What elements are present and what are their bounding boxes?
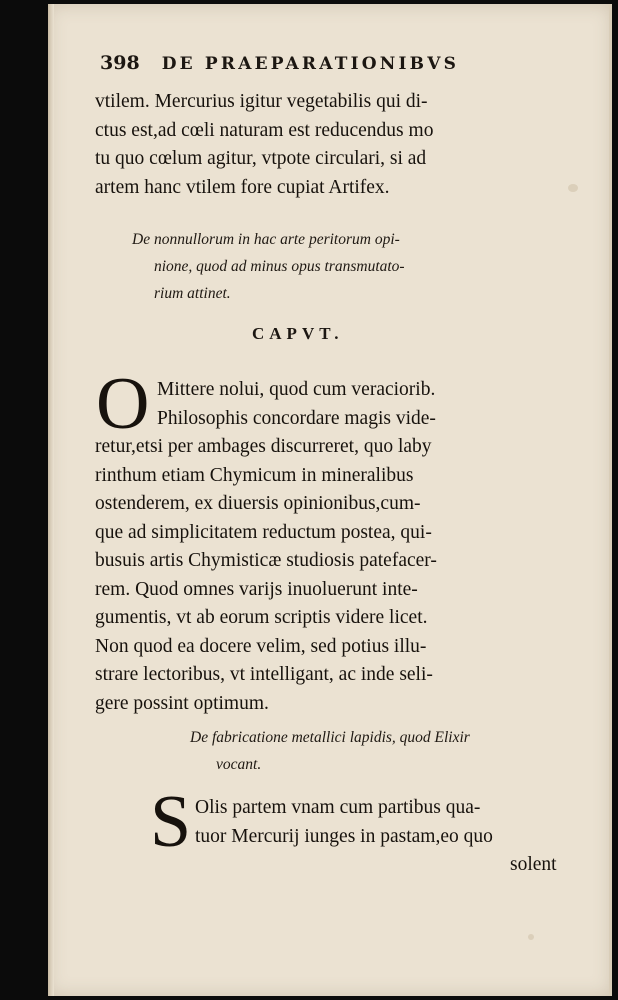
heading-line: De nonnullorum in hac arte peritorum opi- — [132, 231, 400, 248]
catchword: solent — [510, 854, 557, 875]
text-line: tu quo cœlum agitur, vtpote circulari, si ad — [95, 148, 427, 169]
text-line: artem hanc vtilem fore cupiat Artifex. — [95, 176, 390, 198]
text-line: vtilem. Mercurius igitur vegetabilis qui di- — [95, 91, 428, 112]
text-line: que ad simplicitatem reductum postea, qui- — [95, 521, 432, 543]
heading-line: vocant. — [216, 756, 262, 773]
running-title: DE PRAEPARATIONIBVS — [161, 54, 460, 74]
section-heading-1 — [132, 226, 512, 307]
page-right-edge — [609, 4, 612, 996]
text-line: Mittere nolui, quod cum veraciorib. — [157, 379, 436, 400]
page-number: 398 — [100, 52, 140, 74]
text-line: tuor Mercurij iunges in pastam,eo quo — [195, 825, 493, 847]
heading-line: nione, quod ad minus opus transmutato- — [154, 258, 405, 275]
chapter-label: CAPVT. — [252, 324, 344, 343]
text-line: rem. Quod omnes varijs inuoluerunt inte- — [95, 578, 418, 600]
paragraph-2 — [95, 376, 535, 718]
text-line: Philosophis concordare magis vide- — [157, 407, 436, 429]
text-line: busuis artis Chymisticæ studiosis patefacer- — [95, 550, 437, 571]
text-line: Olis partem vnam cum partibus qua- — [195, 797, 481, 818]
paragraph-1 — [95, 88, 535, 202]
foxing-spot — [528, 934, 534, 940]
text-line: rinthum etiam Chymicum in mineralibus — [95, 464, 414, 486]
section-heading-2 — [190, 724, 570, 778]
drop-cap-o: O — [96, 363, 150, 445]
text-line: Non quod ea docere velim, sed potius illu- — [95, 635, 427, 657]
text-line: gumentis, vt ab eorum scriptis videre licet. — [95, 607, 428, 628]
foxing-spot — [568, 184, 578, 192]
text-line: strare lectoribus, vt intelligant, ac inde seli- — [95, 664, 433, 685]
drop-cap-s: S — [150, 781, 192, 863]
text-line: ctus est,ad cœli naturam est reducendus mo — [95, 119, 434, 141]
running-header — [100, 52, 520, 80]
text-line: gere possint optimum. — [95, 692, 269, 714]
paragraph-3 — [146, 794, 586, 880]
text-line: retur,etsi per ambages discurreret, quo laby — [95, 436, 432, 457]
page-gutter-shadow — [48, 4, 54, 996]
heading-line: rium attinet. — [154, 285, 231, 302]
text-line: ostenderem, ex diuersis opinionibus,cum- — [95, 493, 421, 514]
heading-line: De fabricatione metallici lapidis, quod Elixir — [190, 729, 470, 746]
